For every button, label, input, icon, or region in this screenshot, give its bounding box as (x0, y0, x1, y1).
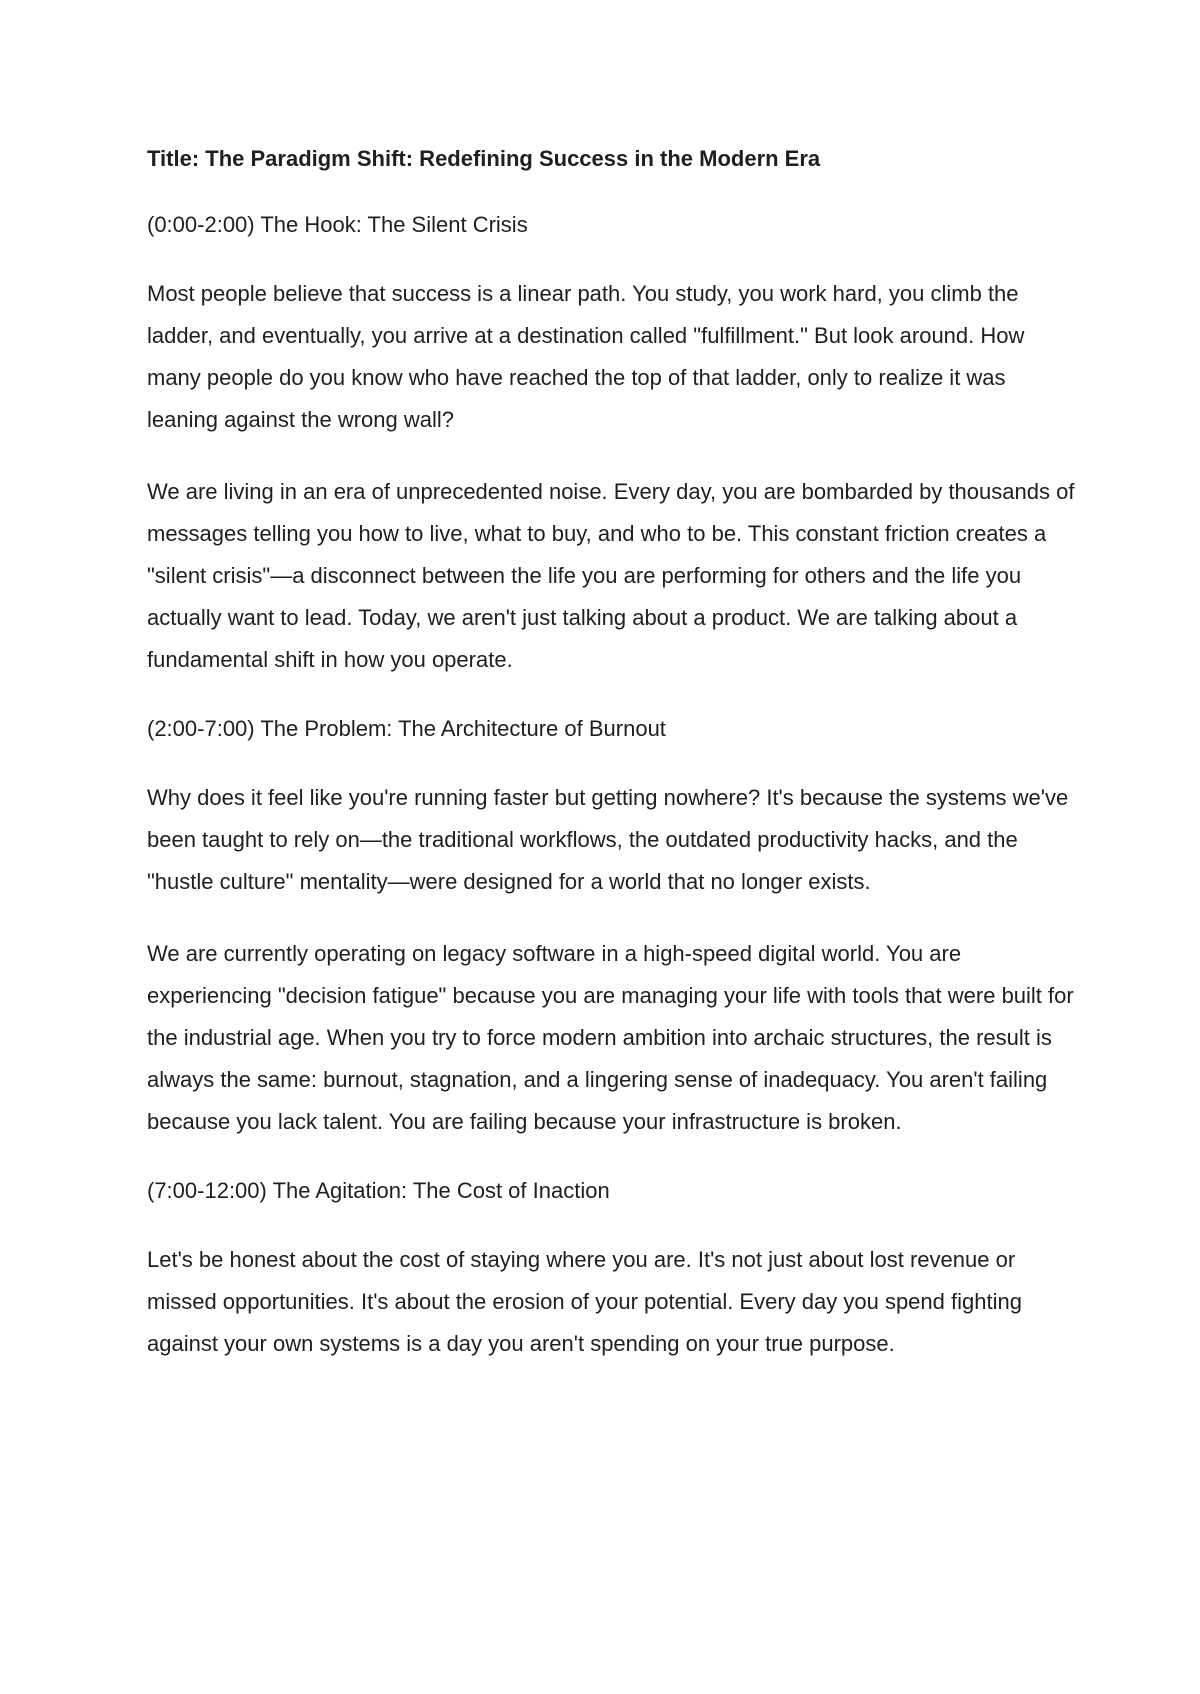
section-heading-agitation: (7:00-12:00) The Agitation: The Cost of Inaction (147, 1178, 610, 1203)
document-title: Title: The Paradigm Shift: Redefining Success in the Modern Era (147, 146, 821, 171)
document-body (147, 141, 1077, 1395)
paragraph: We are living in an era of unprecedented noise. Every day, you are bombarded by thousands of messages telling you how to live, what to buy, and who to be. This constant friction creates a "silent crisis"—a disconnect between the life you are performing for others and the life you actually want to lead. Today, we aren't just talking about a product. We are talking about a fundamental shift in how you operate. (147, 479, 1075, 672)
paragraph: Let's be honest about the cost of staying where you are. It's not just about lost revenue or missed opportunities. It's about the erosion of your potential. Every day you spend fighting against your own systems is a day you aren't spending on your true purpose. (147, 1247, 1022, 1356)
paragraph: We are currently operating on legacy software in a high-speed digital world. You are experiencing "decision fatigue" because you are managing your life with tools that were built for the industrial age. When you try to force modern ambition into archaic structures, the result is always the same: burnout, stagnation, and a lingering sense of inadequacy. You aren't failing because you lack talent. You are failing because your infrastructure is broken. (147, 941, 1074, 1134)
paragraph: Why does it feel like you're running faster but getting nowhere? It's because the systems we've been taught to rely on—the traditional workflows, the outdated productivity hacks, and the "hustle culture" mentality—were designed for a world that no longer exists. (147, 785, 1069, 894)
paragraph: Most people believe that success is a linear path. You study, you work hard, you climb the ladder, and eventually, you arrive at a destination called "fulfillment." But look around. How many people do you know who have reached the top of that ladder, only to realize it was leaning against the wrong wall? (147, 281, 1025, 432)
section-heading-hook: (0:00-2:00) The Hook: The Silent Crisis (147, 212, 528, 237)
section-heading-problem: (2:00-7:00) The Problem: The Architecture of Burnout (147, 716, 666, 741)
